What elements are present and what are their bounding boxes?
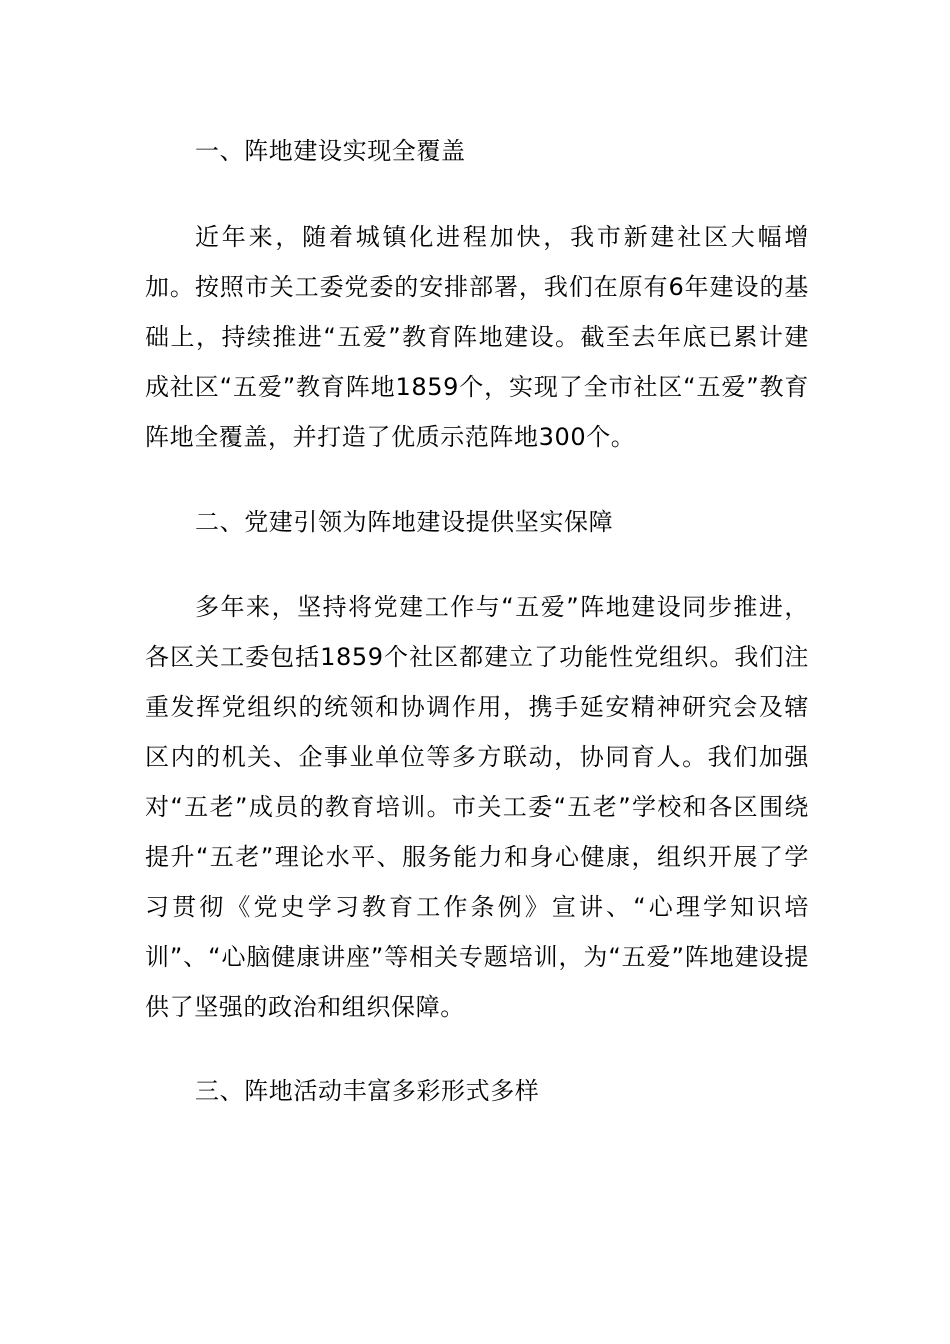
section-heading-3: 三、阵地活动丰富多彩形式多样 — [195, 1077, 540, 1105]
section-heading-1: 一、阵地建设实现全覆盖 — [195, 137, 466, 165]
section-paragraph-1: 近年来，随着城镇化进程加快，我市新建社区大幅增加。按照市关工委党委的安排部署，我们在原有6年建设的基础上，持续推进“五爱”教育阵地建设。截至去年底已累计建成社区“五爱”教育阵地1859个，实现了全市社区“五爱”教育阵地全覆盖，并打造了优质示范阵地300个。 — [145, 223, 809, 451]
section-heading-2: 二、党建引领为阵地建设提供坚实保障 — [195, 508, 614, 536]
section-paragraph-2: 多年来，坚持将党建工作与“五爱”阵地建设同步推进，各区关工委包括1859个社区都建立了功能性党组织。我们注重发挥党组织的统领和协调作用，携手延安精神研究会及辖区内的机关、企事业单位等多方联动，协同育人。我们加强对“五老”成员的教育培训。市关工委“五老”学校和各区围绕提升“五老”理论水平、服务能力和身心健康，组织开展了学习贯彻《党史学习教育工作条例》宣讲、“心理学知识培训”、“心脑健康讲座”等相关专题培训，为“五爱”阵地建设提供了坚强的政治和组织保障。 — [145, 593, 809, 1021]
